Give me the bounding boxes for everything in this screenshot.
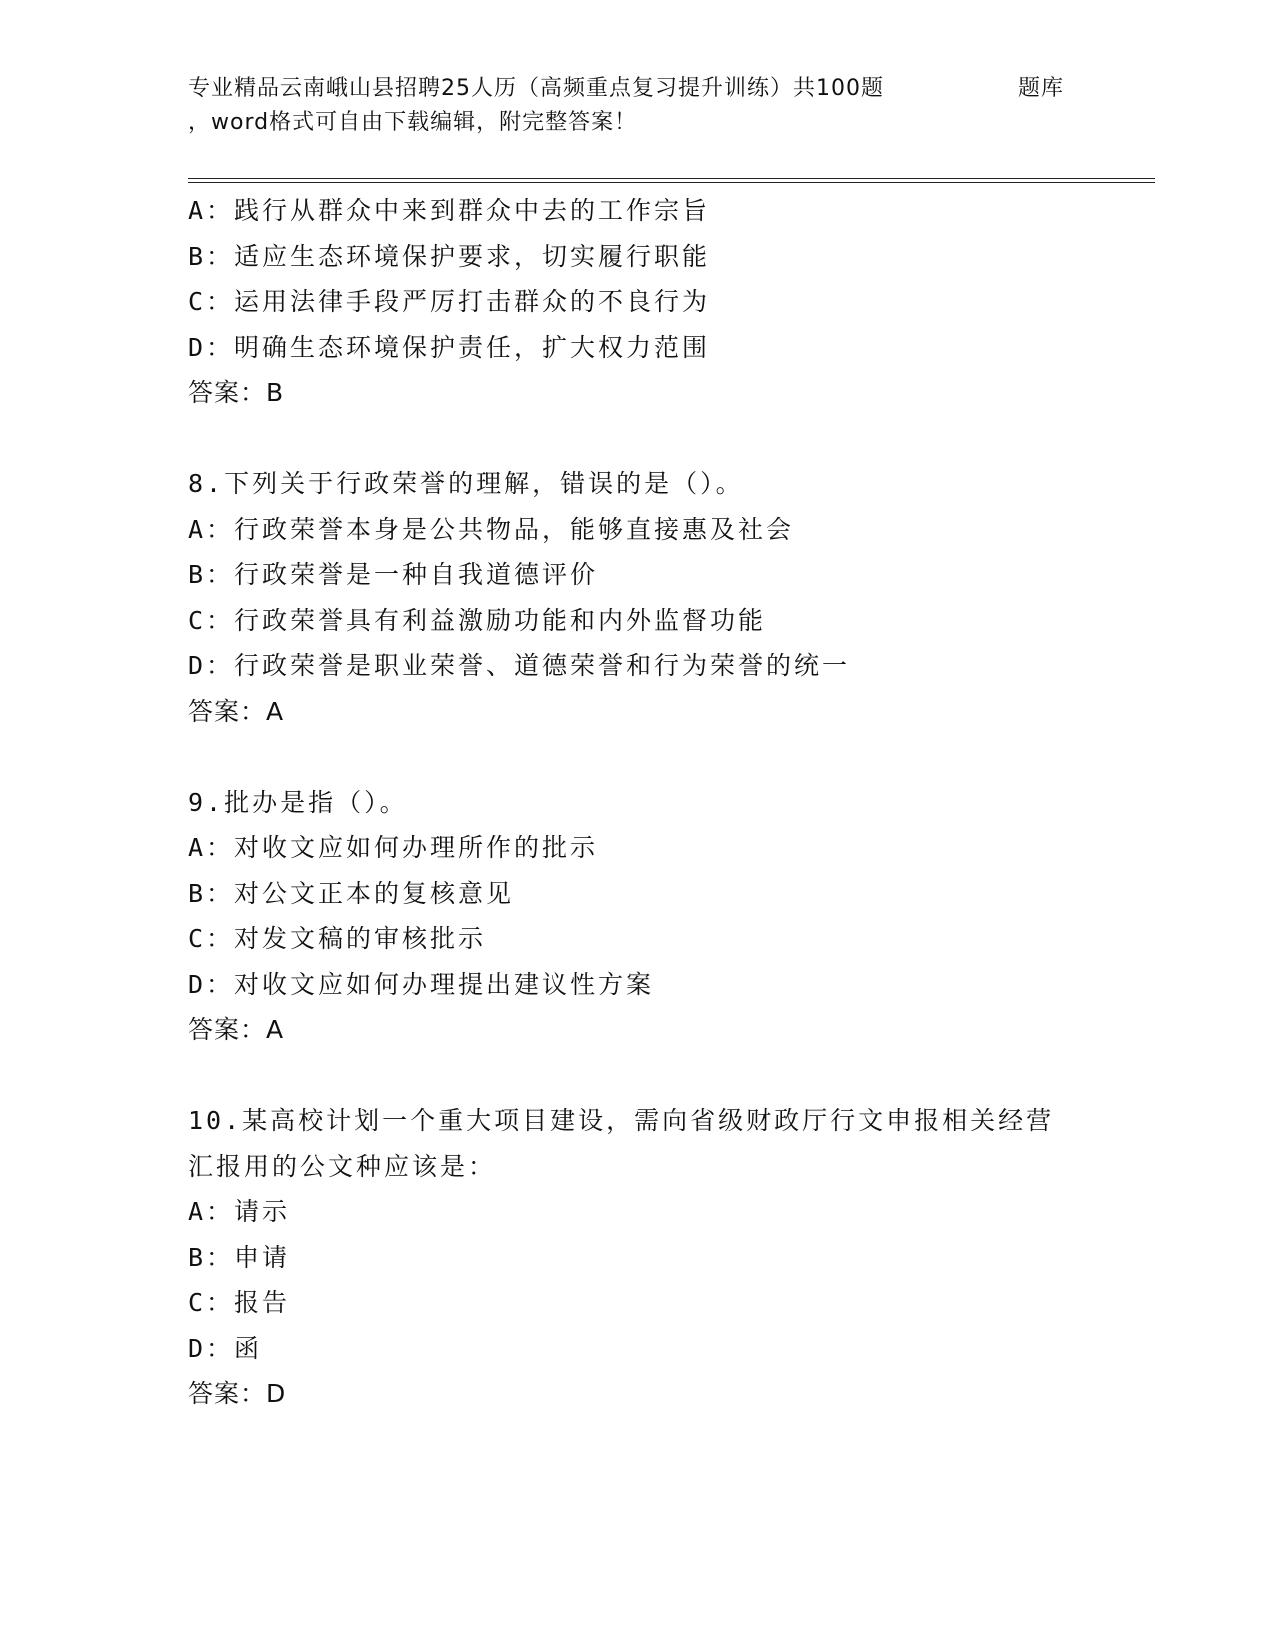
header-row-2 xyxy=(188,106,1088,140)
q8-option-c: C：行政荣誉具有利益激励功能和内外监督功能 xyxy=(188,605,767,635)
q9-answer: 答案：A xyxy=(188,1015,285,1044)
q9-option-c: C：对发文稿的审核批示 xyxy=(188,924,487,953)
q9-option-b: B：对公文正本的复核意见 xyxy=(188,878,515,908)
header-row-1 xyxy=(188,72,1088,106)
header-subtitle: ，word格式可自由下载编辑，附完整答案！ xyxy=(188,110,638,135)
q10-answer: 答案：D xyxy=(188,1379,287,1408)
q7-option-a: A：践行从群众中来到群众中去的工作宗旨 xyxy=(188,196,711,225)
q7-option-d: D：明确生态环境保护责任，扩大权力范围 xyxy=(188,332,711,362)
spacer xyxy=(188,416,1108,462)
q9-option-d: D：对收文应如何办理提出建议性方案 xyxy=(188,969,655,999)
question-9-block xyxy=(188,780,1108,1053)
q10-option-d: D：函 xyxy=(188,1333,263,1363)
question-7-block xyxy=(188,188,1108,416)
q7-option-c: C：运用法律手段严厉打击群众的不良行为 xyxy=(188,287,711,316)
header-rule-bottom xyxy=(188,182,1155,183)
q10-question-line-2: 汇报用的公文种应该是： xyxy=(188,1151,497,1181)
q10-option-b: B：申请 xyxy=(188,1242,291,1272)
q8-answer: 答案：A xyxy=(188,696,285,726)
q9-option-a: A：对收文应如何办理所作的批示 xyxy=(188,833,599,862)
q8-question: 8.下列关于行政荣誉的理解，错误的是（）。 xyxy=(188,469,744,498)
q7-answer: 答案：B xyxy=(188,378,285,407)
q10-option-a: A：请示 xyxy=(188,1197,291,1226)
q10-option-c: C：报告 xyxy=(188,1288,291,1317)
header-rule-top xyxy=(188,178,1155,179)
spacer xyxy=(188,1053,1108,1099)
header-title-right: 题库 xyxy=(1018,76,1065,101)
q8-option-d: D：行政荣誉是职业荣誉、道德荣誉和行为荣誉的统一 xyxy=(188,651,851,680)
document-header xyxy=(188,72,1088,140)
question-8-block xyxy=(188,461,1108,734)
q8-option-a: A：行政荣誉本身是公共物品，能够直接惠及社会 xyxy=(188,514,795,544)
q8-option-b: B：行政荣誉是一种自我道德评价 xyxy=(188,560,599,589)
header-title: 专业精品云南峨山县招聘25人历（高频重点复习提升训练）共100题 xyxy=(188,76,884,101)
question-10-block xyxy=(188,1098,1108,1417)
q9-question: 9.批办是指（）。 xyxy=(188,787,408,817)
q10-question-line-1: 10.某高校计划一个重大项目建设，需向省级财政厅行文申报相关经营 xyxy=(188,1106,1055,1135)
spacer xyxy=(188,734,1108,780)
q7-option-b: B：适应生态环境保护要求，切实履行职能 xyxy=(188,241,711,271)
document-body xyxy=(188,188,1108,1417)
